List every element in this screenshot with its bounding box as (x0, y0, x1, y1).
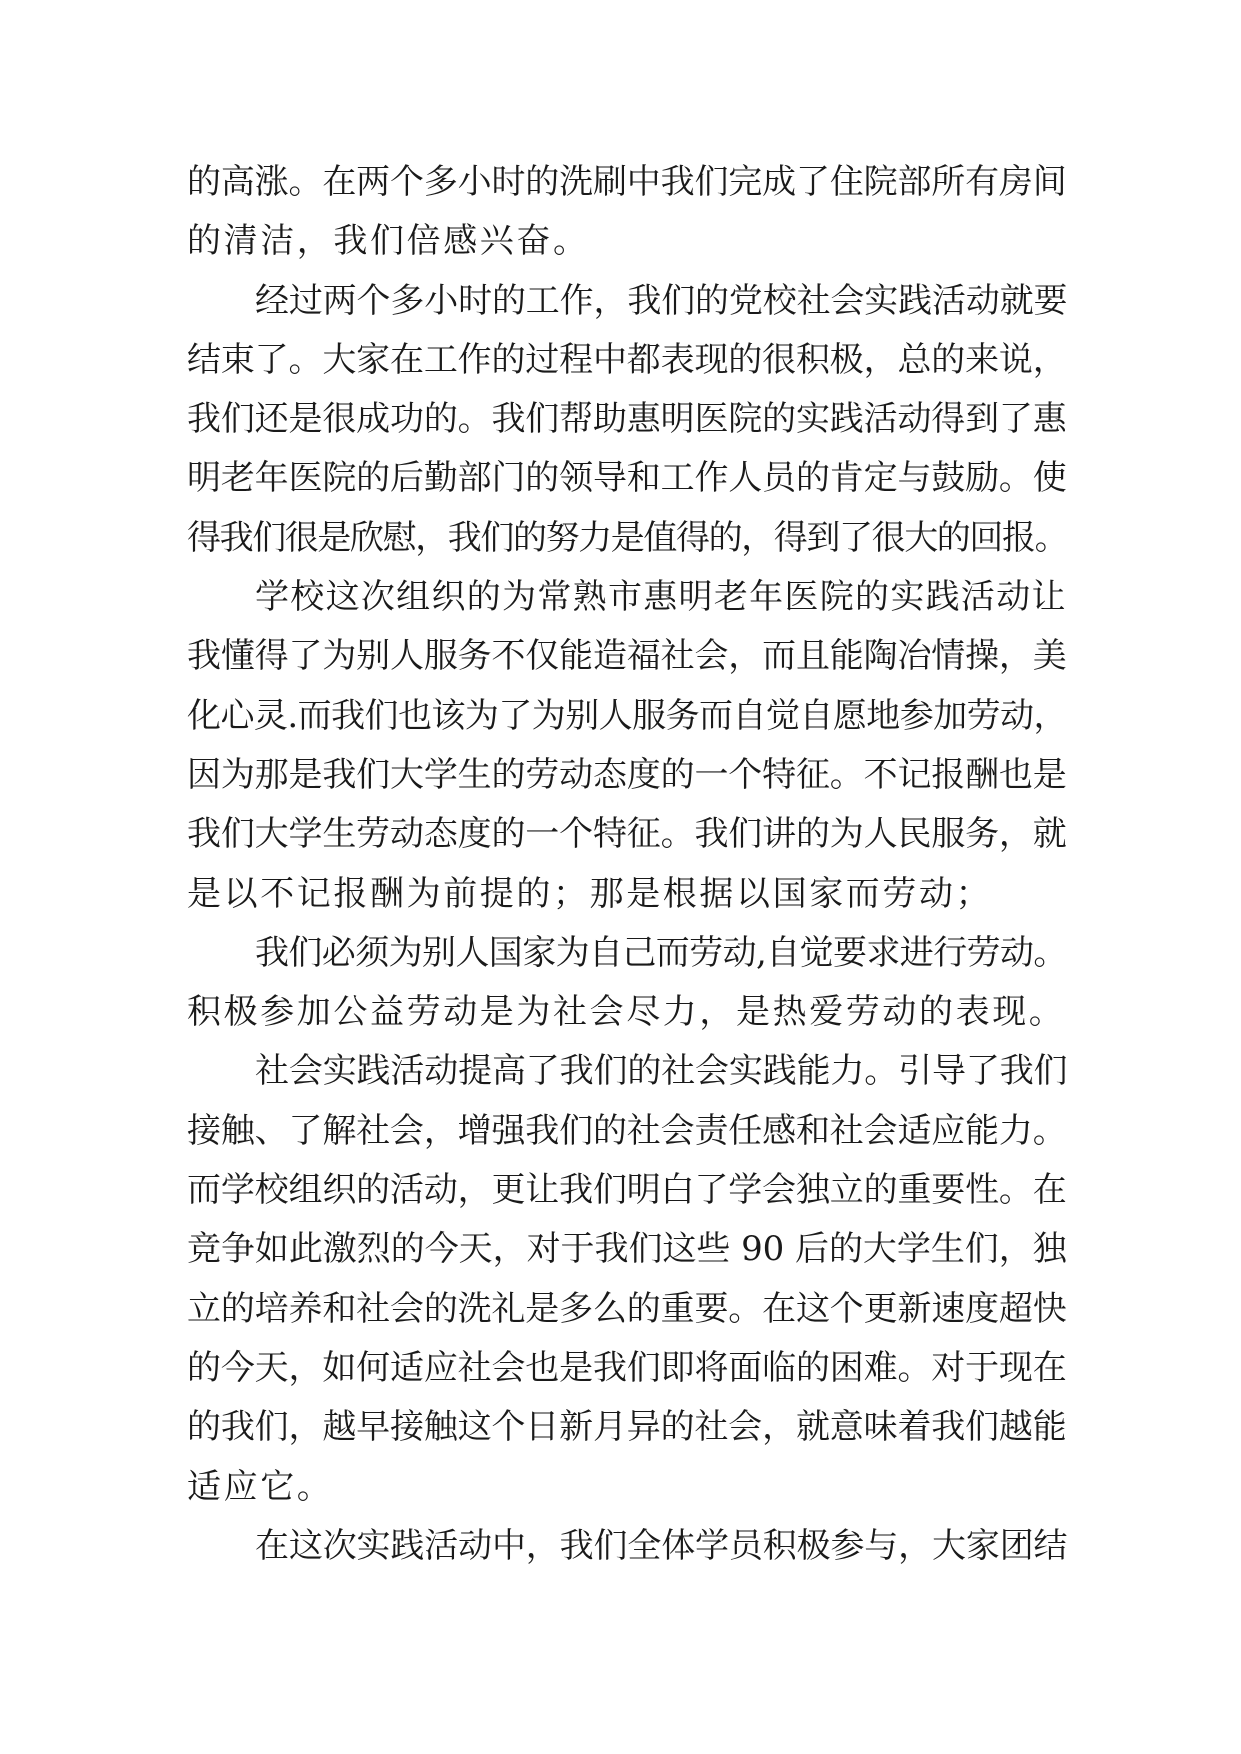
text-line: 的高涨。在两个多小时的洗刷中我们完成了住院部所有房间 (187, 162, 1067, 202)
text-line: 经过两个多小时的工作，我们的党校社会实践活动就要 (255, 280, 1068, 321)
text-line: 适应它。 (187, 1466, 334, 1507)
text-line: 积极参加公益劳动是为社会尽力，是热爱劳动的表现。 (187, 992, 1066, 1033)
text-line: 学校这次组织的为常熟市惠明老年医院的实践活动让 (255, 577, 1067, 618)
text-line: 化心灵.而我们也该为了为别人服务而自觉自愿地参加劳动， (187, 695, 1068, 736)
text-line: 是以不记报酬为前提的；那是根据以国家而劳动； (187, 873, 993, 914)
text-line: 我懂得了为别人服务不仅能造福社会，而且能陶冶情操，美 (187, 636, 1067, 677)
text-line: 的我们，越早接触这个日新月异的社会，就意味着我们越能 (187, 1407, 1067, 1448)
text-line: 我们必须为别人国家为自己而劳动,自觉要求进行劳动。 (255, 932, 1067, 973)
text-line: 社会实践活动提高了我们的社会实践能力。引导了我们 (255, 1051, 1068, 1092)
text-line: 接触、了解社会，增强我们的社会责任感和社会适应能力。 (187, 1110, 1067, 1151)
text-line: 而学校组织的活动，更让我们明白了学会独立的重要性。在 (187, 1170, 1067, 1211)
text-line: 立的培养和社会的洗礼是多么的重要。在这个更新速度超快 (187, 1288, 1067, 1329)
text-line: 的今天，如何适应社会也是我们即将面临的困难。对于现在 (187, 1347, 1067, 1388)
text-line: 竞争如此激烈的今天，对于我们这些 90 后的大学生们，独 (187, 1229, 1067, 1270)
text-line: 我们大学生劳动态度的一个特征。我们讲的为人民服务，就 (187, 814, 1067, 855)
text-line: 明老年医院的后勤部门的领导和工作人员的肯定与鼓励。使 (187, 458, 1067, 499)
text-line: 的清洁，我们倍感兴奋。 (187, 221, 590, 262)
document-body (187, 153, 1068, 1576)
text-line: 在这次实践活动中，我们全体学员积极参与，大家团结 (255, 1525, 1068, 1566)
text-line: 结束了。大家在工作的过程中都表现的很积极，总的来说， (187, 339, 1067, 380)
text-line: 得我们很是欣慰，我们的努力是值得的，得到了很大的回报。 (187, 517, 1068, 558)
text-line: 因为那是我们大学生的劳动态度的一个特征。不记报酬也是 (187, 754, 1067, 795)
text-line: 我们还是很成功的。我们帮助惠明医院的实践活动得到了惠 (187, 399, 1067, 440)
